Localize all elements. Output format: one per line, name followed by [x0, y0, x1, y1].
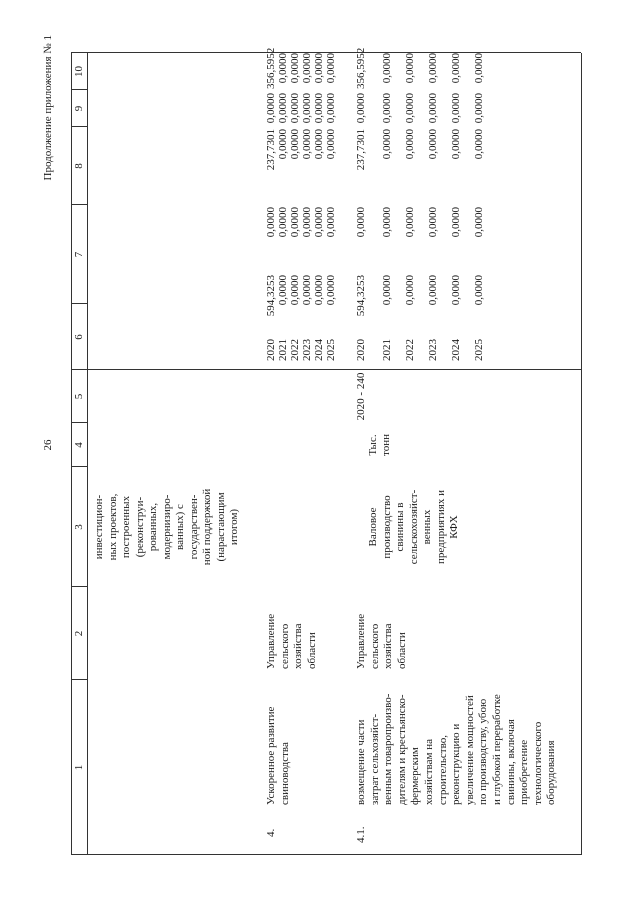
- row-name: приобретение: [518, 739, 531, 805]
- column-header-8: 8: [73, 163, 85, 169]
- header-bottom-border: [87, 53, 88, 855]
- row-value: 0,0000: [381, 93, 393, 124]
- row-value: 356,5952: [265, 47, 277, 89]
- row-value: 0,0000: [313, 93, 325, 124]
- row-executor: сельского: [368, 623, 381, 669]
- row-name: Ускоренное развитие: [265, 706, 277, 805]
- row-value: 0,0000: [404, 53, 416, 84]
- row-executor: Управление: [355, 613, 367, 669]
- row-name: оборудования: [545, 740, 558, 805]
- row-executor: сельского: [278, 623, 291, 669]
- row-name: строительство,: [436, 735, 449, 805]
- row-value: 0,0000: [473, 53, 485, 84]
- row-executor: области: [395, 632, 408, 669]
- row-value: 0,0000: [427, 207, 439, 238]
- row-value: 0,0000: [301, 207, 313, 238]
- column-header-10: 10: [73, 66, 85, 77]
- row-value: 0,0000: [473, 275, 485, 306]
- row-number: 4.: [265, 828, 277, 837]
- carryover-cell-text: инвестицион-: [93, 494, 105, 560]
- row-value: 0,0000: [404, 275, 416, 306]
- row-value: 0,0000: [450, 93, 462, 124]
- row-executor: хозяйства: [382, 623, 394, 669]
- row-value: 237,7301: [265, 129, 277, 171]
- column-header-4: 4: [73, 442, 85, 448]
- row-name: увеличение мощностей: [463, 695, 476, 805]
- row-value: 0,0000: [404, 207, 416, 238]
- row-value: 0,0000: [404, 129, 416, 160]
- row-value: 0,0000: [313, 275, 325, 306]
- continuation-title: Продолжение приложения № 1: [42, 35, 54, 181]
- row-value: 0,0000: [313, 53, 325, 84]
- row-value: 0,0000: [325, 207, 337, 238]
- row-name: затрат сельхозяйст-: [368, 713, 381, 805]
- row-value: 0,0000: [265, 93, 277, 124]
- page-number: 26: [42, 439, 54, 451]
- row-indicator: производство: [380, 495, 393, 559]
- column-header-7: 7: [73, 251, 85, 258]
- row-year: 2022: [289, 339, 301, 361]
- row-year: 2022: [404, 339, 416, 361]
- carryover-cell-text: (нарастающим: [214, 492, 227, 562]
- row-value: 0,0000: [289, 275, 301, 306]
- row-value: 0,0000: [301, 275, 313, 306]
- row-value: 0,0000: [325, 275, 337, 306]
- row-executor: области: [305, 632, 318, 669]
- row-target: 2020 - 240: [355, 372, 367, 421]
- row-value: 0,0000: [381, 53, 393, 84]
- row-value: 0,0000: [289, 129, 301, 160]
- row-value: 0,0000: [301, 93, 313, 124]
- row-year: 2020: [265, 339, 277, 361]
- row-name: дителям и крестьянско-: [395, 694, 408, 805]
- row-indicator: свинины в: [394, 502, 406, 552]
- row-year: 2020: [355, 339, 367, 361]
- row-name: хозяйствам на: [423, 739, 435, 805]
- row-value: 0,0000: [450, 275, 462, 306]
- row-value: 0,0000: [473, 207, 485, 238]
- row-name: технологического: [531, 721, 544, 805]
- column-header-2: 2: [73, 630, 85, 637]
- row-value: 0,0000: [277, 93, 289, 124]
- row-value: 0,0000: [325, 53, 337, 84]
- row-value: 0,0000: [265, 207, 277, 238]
- row-value: 0,0000: [473, 93, 485, 124]
- carryover-cell-text: модернизиро-: [160, 494, 173, 560]
- row-name: реконструкцию и: [450, 723, 463, 805]
- row-value: 0,0000: [427, 275, 439, 306]
- carryover-cell-text: государствен-: [187, 494, 200, 560]
- carryover-cell-text: (реконструи-: [133, 496, 146, 558]
- row-unit: тонн: [380, 434, 392, 456]
- table-bottom-border: [581, 53, 582, 855]
- row-year: 2023: [301, 339, 313, 361]
- row-value: 0,0000: [277, 129, 289, 160]
- row-value: 0,0000: [313, 207, 325, 238]
- column-header-5: 5: [73, 393, 85, 400]
- row-year: 2025: [325, 339, 337, 361]
- row-value: 0,0000: [450, 129, 462, 160]
- row-indicator: КФХ: [448, 515, 460, 539]
- row-name: свинины, включая: [504, 719, 517, 805]
- carryover-cell-text: итогом): [228, 508, 240, 546]
- row-name: фермерским: [409, 747, 422, 805]
- row-unit: Тыс.: [367, 434, 379, 456]
- row-value: 237,7301: [355, 129, 367, 171]
- row-value: 0,0000: [427, 129, 439, 160]
- row-value: 0,0000: [450, 207, 462, 238]
- row-year: 2023: [427, 339, 439, 361]
- row-value: 0,0000: [381, 275, 393, 306]
- carryover-cell-text: ных проектов,: [106, 493, 119, 561]
- row-indicator: предприятиях и: [434, 490, 447, 564]
- column-header-1: 1: [73, 764, 85, 771]
- row-value: 0,0000: [450, 53, 462, 84]
- row-indicator: сельскохозяйст-: [407, 489, 420, 565]
- row-indicator: венных: [421, 509, 433, 545]
- row-value: 0,0000: [301, 53, 313, 84]
- row-value: 0,0000: [473, 129, 485, 160]
- row-executor: хозяйства: [292, 623, 304, 669]
- row-value: 0,0000: [289, 53, 301, 84]
- table-top-border: [71, 53, 72, 855]
- row-year: 2021: [381, 339, 393, 361]
- row-year: 2021: [277, 339, 289, 361]
- row-name: возмещение части: [355, 719, 367, 805]
- row-year: 2024: [450, 339, 462, 361]
- row-value: 594,3253: [265, 275, 277, 317]
- carryover-cell-text: рованных,: [147, 502, 159, 552]
- column-divider: [71, 854, 581, 855]
- row-year: 2024: [313, 339, 325, 361]
- row-value: 0,0000: [427, 53, 439, 84]
- row-value: 0,0000: [355, 207, 367, 238]
- column-header-6: 6: [73, 334, 85, 340]
- carryover-cell-text: построенных: [120, 495, 132, 559]
- row-value: 0,0000: [277, 53, 289, 84]
- carryover-cell-text: ванных) с: [174, 504, 186, 550]
- row-value: 0,0000: [325, 93, 337, 124]
- rotated-table-sheet: [42, 25, 595, 865]
- row-name: и глубокой переработке: [491, 694, 503, 805]
- row-number: 4.1.: [355, 826, 367, 843]
- row-name: по производству, убою: [477, 698, 490, 805]
- row-name: венным товаропроизво-: [382, 693, 395, 805]
- row-executor: Управление: [265, 613, 277, 669]
- row-value: 356,5952: [355, 47, 367, 89]
- row-name: свиноводства: [278, 742, 291, 805]
- row-value: 0,0000: [277, 275, 289, 306]
- row-value: 0,0000: [289, 207, 301, 238]
- row-value: 0,0000: [289, 93, 301, 124]
- column-header-3: 3: [73, 524, 85, 530]
- row-value: 0,0000: [427, 93, 439, 124]
- row-indicator: Валовое: [367, 507, 379, 547]
- row-value: 0,0000: [404, 93, 416, 124]
- row-value: 0,0000: [277, 207, 289, 238]
- row-year: 2025: [473, 339, 485, 361]
- row-value: 0,0000: [313, 129, 325, 160]
- row-value: 0,0000: [301, 129, 313, 160]
- row-value: 0,0000: [381, 207, 393, 238]
- row-value: 0,0000: [381, 129, 393, 160]
- row-value: 594,3253: [355, 275, 367, 317]
- row-value: 0,0000: [325, 129, 337, 160]
- row-value: 0,0000: [355, 93, 367, 124]
- column-divider: [71, 369, 581, 370]
- carryover-cell-text: ной поддержкой: [201, 488, 213, 566]
- column-header-9: 9: [73, 105, 85, 112]
